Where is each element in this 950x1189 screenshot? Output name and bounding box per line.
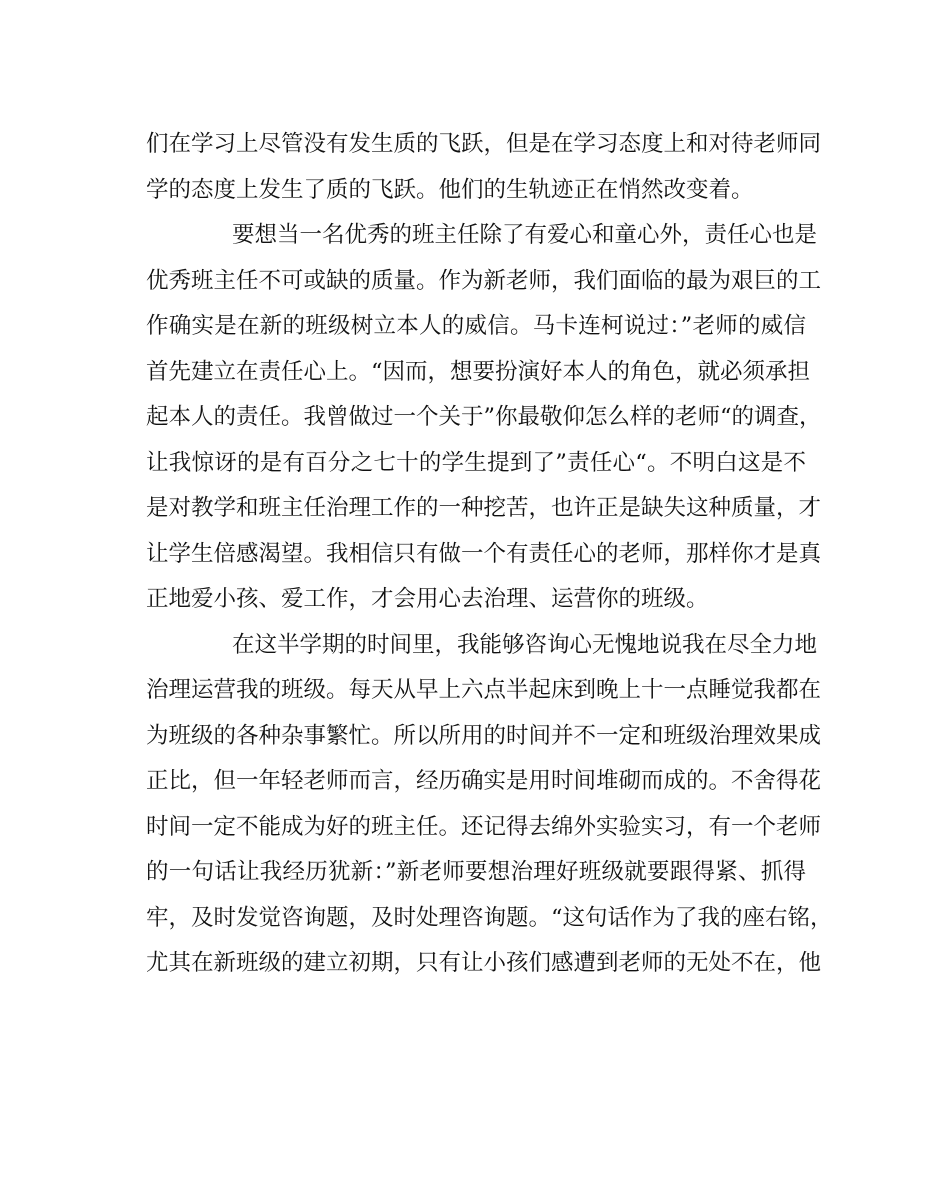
text-line: 正比，但一年轻老师而言，经历确实是用时间堆砌而成的。不舍得花	[146, 768, 822, 794]
text-line: 首先建立在责任心上。“因而，想要扮演好本人的角色，就必须承担	[146, 358, 811, 385]
paragraph-first-line: 在这半学期的时间里，我能够咨询心无愧地说我在尽全力地	[232, 631, 818, 658]
text-line: 作确实是在新的班级树立本人的威信。马卡连柯说过：”老师的威信	[146, 313, 806, 339]
body-text	[146, 122, 833, 987]
text-line: 起本人的责任。我曾做过一个关于”你最敬仰怎么样的老师“的调查，	[146, 404, 822, 430]
text-line: 为班级的各种杂事繁忙。所以所用的时间并不一定和班级治理效果成	[146, 722, 822, 749]
text-line: 让学生倍感渴望。我相信只有做一个有责任心的老师，那样你才是真	[146, 540, 822, 567]
text-line: 时间一定不能成为好的班主任。还记得去绵外实验实习，有一个老师	[146, 813, 822, 840]
text-line: 牢，及时发觉咨询题，及时处理咨询题。“这句话作为了我的座右铭，	[146, 904, 833, 931]
text-line: 是对教学和班主任治理工作的一种挖苦，也许正是缺失这种质量，才	[146, 495, 822, 521]
text-line: 让我惊讶的是有百分之七十的学生提到了”责任心“。不明白这是不	[146, 449, 806, 476]
text-line: 优秀班主任不可或缺的质量。作为新老师，我们面临的最为艰巨的工	[146, 267, 822, 294]
paragraph-first-line: 要想当一名优秀的班主任除了有爱心和童心外，责任心也是	[232, 222, 818, 248]
text-line: 们在学习上尽管没有发生质的飞跃，但是在学习态度上和对待老师同	[146, 131, 822, 157]
text-line: 尤其在新班级的建立初期，只有让小孩们感遭到老师的无处不在，他	[146, 950, 822, 976]
text-line: 学的态度上发生了质的飞跃。他们的生轨迹正在悄然改变着。	[146, 176, 754, 203]
text-line: 正地爱小孩、爱工作，才会用心去治理、运营你的班级。	[146, 586, 709, 612]
text-line: 的一句话让我经历犹新：”新老师要想治理好班级就要跟得紧、抓得	[146, 859, 806, 885]
text-line: 治理运营我的班级。每天从早上六点半起床到晚上十一点睡觉我都在	[146, 677, 822, 703]
